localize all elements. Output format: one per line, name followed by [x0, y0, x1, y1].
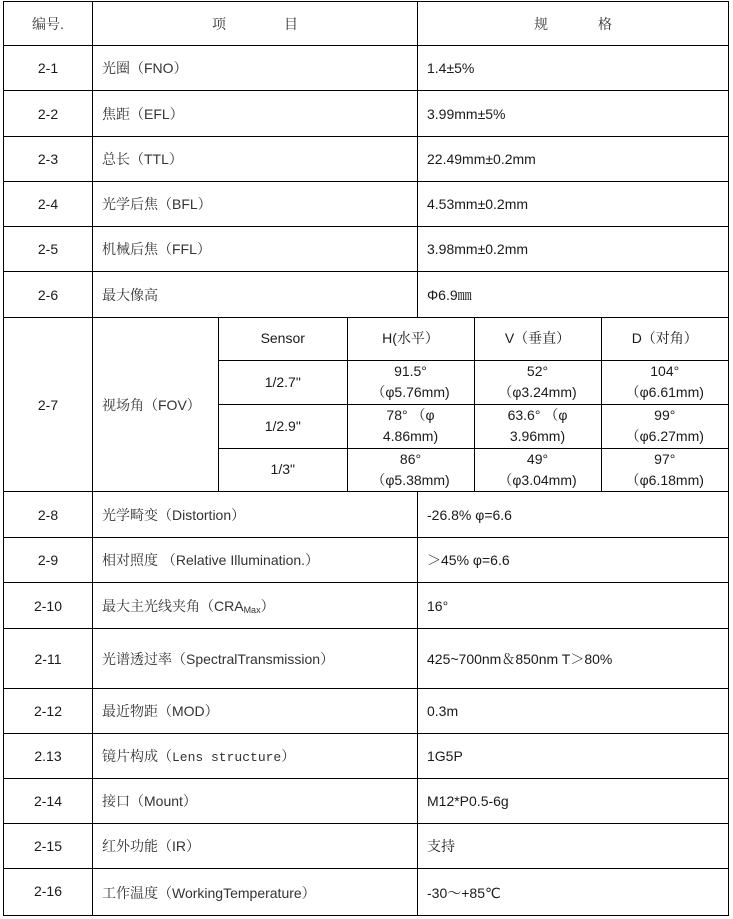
table-row: 2-9 相对照度 （Relative Illumination.） ＞45% φ=6.6 — [4, 538, 729, 583]
table-row: 2-10 最大主光线夹角$(CRA_{Max})$ 16° — [4, 583, 729, 629]
table-row: 2-16 工作温度（WorkingTemperature） -30～+85℃ — [4, 869, 729, 916]
table-row: 2-3 总长（TTL） 22.49mm±0.2mm — [4, 137, 729, 182]
header-item: 项 目 — [93, 2, 418, 46]
table-row: 2-5 机械后焦（FFL） 3.98mm±0.2mm — [4, 227, 729, 272]
header-spec: 规 格 — [418, 2, 729, 46]
fov-row-sensor: 1/3" 86° （φ5.38mm) 49° （φ3.04mm) 97° （φ6.18mm) — [219, 448, 728, 491]
table-row: 2-8 光学畸变（Distortion） -26.8% φ=6.6 — [4, 492, 729, 538]
table-row: 2-4 光学后焦（BFL） 4.53mm±0.2mm — [4, 182, 729, 227]
table-row: 2-2 焦距（EFL） 3.99mm±5% — [4, 91, 729, 137]
table-row: 2-1 光圈（FNO） 1.4±5% — [4, 46, 729, 91]
fov-subtable-cell — [219, 318, 729, 492]
table-row: 2-11 光谱透过率（SpectralTransmission） 425~700nm＆850nm T＞80% — [4, 629, 729, 689]
table-row: 2-14 接口（Mount） M12*P0.5-6g — [4, 779, 729, 824]
table-row: 2-6 最大像高 Φ6.9㎜ — [4, 272, 729, 318]
table-row: 2.13 镜片构成（Lens structure） 1G5P — [4, 734, 729, 779]
header-num: 编号. — [4, 2, 93, 46]
table-row: 2-12 最近物距（MOD） 0.3m — [4, 689, 729, 734]
header-row — [4, 2, 729, 46]
fov-header-row: Sensor H(水平） V（垂直） D（对角） — [219, 318, 728, 360]
fov-row-sensor: 1/2.7" 91.5° （φ5.76mm) 52° （φ3.24mm) 104° （φ6.61mm) — [219, 360, 728, 404]
fov-row: 2-7 视场角（FOV） Sensor H(水平） V（垂直） D（对角） 1/2.7" 91.5° （φ5.76mm) 52° （φ3.24mm) 104° （φ6.61mm) 1/2.9" 78° （φ 4.86mm) 63.6° （φ 3.96mm) 99° （φ6.27mm) 1/3" 86° （φ5.38mm) 49° （φ3.04mm) 97° （φ6.18mm) — [4, 318, 729, 492]
table-row: 2-15 红外功能（IR） 支持 — [4, 824, 729, 869]
fov-subtable — [219, 318, 728, 491]
lens-spec-table — [3, 1, 729, 916]
fov-row-sensor: 1/2.9" 78° （φ 4.86mm) 63.6° （φ 3.96mm) 99° （φ6.27mm) — [219, 404, 728, 448]
